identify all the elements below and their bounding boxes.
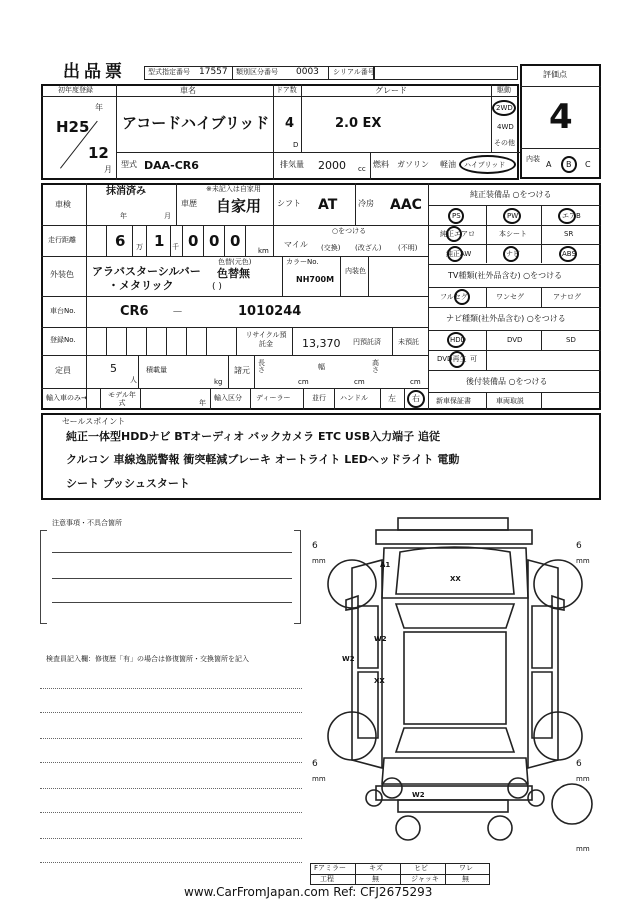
handle-left: 左 bbox=[388, 394, 396, 403]
width-label: 幅 bbox=[318, 363, 325, 371]
legend-value-1: 工程 bbox=[320, 875, 334, 883]
recycle-unpaid: 未預託 bbox=[398, 338, 419, 346]
first-reg-year: H25 bbox=[56, 118, 90, 136]
tire-rr-mm: mm bbox=[576, 775, 590, 783]
equip-ps: PS bbox=[452, 212, 461, 220]
mark-w2-left: W2 bbox=[374, 635, 387, 643]
mileage-digit-2: 1 bbox=[154, 232, 165, 250]
import-class-label: 輸入区分 bbox=[214, 394, 242, 402]
mileage-opt-unknown: (不明) bbox=[398, 244, 418, 252]
height-cm: cm bbox=[410, 378, 421, 386]
navi-dvd-ok: 可 bbox=[470, 355, 477, 363]
mark-a1: A1 bbox=[380, 561, 391, 569]
grade-value: 2.0 EX bbox=[335, 116, 382, 131]
drive-2wd: 2WD bbox=[496, 104, 513, 112]
equip-pw: PW bbox=[507, 212, 519, 220]
legend-value-3: ジャッキ bbox=[411, 875, 439, 883]
first-reg-month: 12 bbox=[88, 144, 109, 162]
tire-rr-depth: 6 bbox=[576, 759, 582, 769]
interior-b: B bbox=[566, 160, 572, 169]
equip-aero: 純正エアロ bbox=[440, 230, 475, 238]
model-value: DAA-CR6 bbox=[144, 159, 199, 172]
load-label: 積載量 bbox=[146, 366, 167, 374]
equip-sr: SR bbox=[564, 230, 574, 238]
mark-w2-roof-left: W2 bbox=[342, 655, 355, 663]
dealer-label: ディーラー bbox=[256, 394, 291, 402]
legend-header-3: ヒビ bbox=[414, 864, 428, 872]
history-label: 車歴 bbox=[181, 199, 197, 208]
length-label: 長さ bbox=[258, 359, 265, 374]
legend-header-2: キズ bbox=[369, 864, 383, 872]
spare-mm: mm bbox=[576, 845, 590, 853]
mark-xx-hood: XX bbox=[450, 575, 461, 583]
sales-points-line-1: 純正一体型HDDナビ BTオーディオ バックカメラ ETC USB入力端子 追従 bbox=[66, 430, 440, 443]
ac-value: AAC bbox=[390, 197, 422, 213]
color-value-2: ・メタリック bbox=[108, 279, 174, 292]
doors-sub: D bbox=[293, 141, 299, 149]
interior-b-circle bbox=[561, 156, 577, 173]
fuel-diesel: 軽油 bbox=[440, 160, 456, 169]
fuel-hybrid-circle bbox=[459, 155, 516, 174]
drive-other: その他 bbox=[494, 139, 515, 147]
genuine-title: 純正装備品 ○をつける bbox=[470, 190, 552, 199]
drive-4wd: 4WD bbox=[497, 123, 514, 131]
mileage-unit-man: 万 bbox=[136, 243, 143, 251]
mileage-opt-mile: マイル bbox=[284, 240, 308, 249]
drive-2wd-circle bbox=[492, 100, 516, 116]
model-year-unit: 年 bbox=[199, 399, 206, 407]
legend-header-4: ワレ bbox=[459, 864, 473, 872]
navi-hdd: HDD bbox=[450, 336, 467, 344]
mileage-opt-exchange: (交換) bbox=[321, 244, 341, 252]
fuel-gasoline: ガソリン bbox=[397, 160, 429, 169]
tv-fullseg: フルセグ bbox=[440, 293, 468, 301]
inspector-label: 検査員記入欄：修復歴「有」の場合は修復箇所・交換箇所を記入 bbox=[46, 655, 249, 663]
navi-sd: SD bbox=[566, 336, 576, 344]
class-code-label: 類別区分番号 bbox=[236, 68, 278, 76]
recycle-paid: 円預託済 bbox=[353, 338, 381, 346]
parallel-label: 並行 bbox=[312, 394, 326, 402]
model-year-label: モデル年式 bbox=[108, 391, 136, 407]
displacement-value: 2000 bbox=[318, 159, 346, 172]
aftermarket-title: 後付装備品 ○をつける bbox=[466, 377, 548, 386]
mileage-digit-5: 0 bbox=[230, 232, 241, 250]
interior-color-label: 内装色 bbox=[345, 267, 366, 275]
interior-a: A bbox=[546, 160, 552, 169]
legend-value-4: 無 bbox=[462, 875, 469, 883]
type-code-label: 型式指定番号 bbox=[148, 68, 190, 76]
equip-airbag: エアB bbox=[562, 212, 581, 220]
sales-points-label: セールスポイント bbox=[62, 417, 126, 426]
aftermarket-manual: 車両取説 bbox=[496, 397, 524, 405]
serial-label: シリアル番号 bbox=[333, 68, 375, 76]
color-value-1: アラバスターシルバー bbox=[92, 265, 201, 278]
month-mark: 月 bbox=[104, 165, 112, 174]
aftermarket-warranty: 新車保証書 bbox=[436, 397, 471, 405]
shift-label: シフト bbox=[277, 199, 301, 208]
tire-lf-mm: mm bbox=[312, 557, 326, 565]
class-code-value: 0003 bbox=[296, 67, 319, 77]
score-label: 評価点 bbox=[543, 70, 567, 79]
sales-points-line-3: シート プッシュスタート bbox=[66, 477, 190, 490]
legend-header-1: Fアミラー bbox=[314, 864, 347, 872]
equip-navi: ナビ bbox=[506, 250, 520, 258]
sales-points-line-2: クルコン 車線逸脱警報 衝突軽減ブレーキ オートライト LEDヘッドライト 電動 bbox=[66, 453, 460, 466]
equip-abs: ABS bbox=[562, 250, 576, 258]
legend-value-2: 無 bbox=[372, 875, 379, 883]
color-no-value: NH700M bbox=[296, 275, 335, 284]
score-value: 4 bbox=[549, 97, 573, 137]
mark-xx-roof: XX bbox=[374, 677, 385, 685]
tv-analog: アナログ bbox=[553, 293, 581, 301]
history-note: ※未記入は自家用 bbox=[206, 185, 261, 193]
fuel-label: 燃料 bbox=[373, 160, 389, 169]
mileage-unit-km: km bbox=[258, 247, 269, 255]
tire-lr-mm: mm bbox=[312, 775, 326, 783]
inspection-label: 車検 bbox=[55, 200, 71, 209]
reg-no-label: 登録No. bbox=[50, 336, 76, 344]
tv-oneseg: ワンセグ bbox=[496, 293, 524, 301]
handle-right-circle bbox=[407, 390, 425, 408]
form-title: 出品票 bbox=[63, 62, 126, 82]
attention-label: 注意事項・不具合箇所 bbox=[52, 519, 122, 527]
recycle-value: 13,370 bbox=[302, 337, 341, 350]
mileage-unit-sen: 千 bbox=[172, 243, 179, 251]
interior-c: C bbox=[585, 160, 591, 169]
doors-value: 4 bbox=[285, 116, 295, 131]
inspection-value: 抹消済み bbox=[106, 186, 146, 197]
inspection-month-mark: 月 bbox=[164, 212, 171, 220]
width-cm: cm bbox=[354, 378, 365, 386]
color-change-value: 色替無 bbox=[217, 267, 250, 280]
fuel-hybrid: ハイブリッド bbox=[464, 161, 506, 169]
height-label: 高さ bbox=[372, 359, 379, 374]
recycle-label: リサイクル預託金 bbox=[245, 331, 287, 348]
first-reg-label: 初年度登録 bbox=[58, 86, 93, 94]
mark-w2-rear: W2 bbox=[412, 791, 425, 799]
model-label: 型式 bbox=[121, 160, 137, 169]
history-value: 自家用 bbox=[216, 197, 262, 215]
shift-value: AT bbox=[318, 197, 338, 213]
load-unit: kg bbox=[214, 378, 223, 386]
navi-title: ナビ種類(社外品含む) ○をつける bbox=[446, 314, 566, 323]
displacement-label: 排気量 bbox=[280, 160, 304, 169]
doors-label: ドア数 bbox=[276, 86, 297, 94]
import-label: 輸入車のみ→ bbox=[46, 394, 87, 402]
tire-lr-depth: 6 bbox=[312, 759, 318, 769]
equip-leather: 本シート bbox=[499, 230, 527, 238]
tv-title: TV種類(社外品含む) ○をつける bbox=[448, 271, 563, 280]
car-name-label: 車名 bbox=[180, 86, 196, 95]
chassis-number: 1010244 bbox=[238, 304, 302, 319]
inspection-year-mark: 年 bbox=[120, 212, 127, 220]
mileage-opt-tamper: (改ざん) bbox=[355, 244, 382, 252]
type-code-value: 17557 bbox=[199, 67, 228, 77]
mileage-option-label: ○をつける bbox=[332, 227, 367, 235]
navi-dvd: DVD bbox=[507, 336, 523, 344]
displacement-unit: cc bbox=[358, 165, 366, 173]
color-no-label: カラーNo. bbox=[286, 258, 319, 266]
year-mark: 年 bbox=[95, 103, 103, 112]
grade-label: グレード bbox=[375, 86, 407, 95]
footer-watermark: www.CarFromJapan.com Ref: CFJ2675293 bbox=[184, 885, 433, 899]
chassis-dash: － bbox=[172, 305, 183, 318]
interior-label: 内装 bbox=[526, 155, 540, 163]
equip-aw: 純正AW bbox=[446, 250, 472, 258]
color-label: 外装色 bbox=[50, 270, 74, 279]
tire-rf-mm: mm bbox=[576, 557, 590, 565]
car-name: アコードハイブリッド bbox=[122, 114, 270, 132]
color-change-label: 色替(元色) bbox=[218, 258, 252, 266]
chassis-label: 車台No. bbox=[50, 307, 76, 315]
tire-lf-depth: 6 bbox=[312, 541, 318, 551]
color-paren: ( ) bbox=[212, 282, 222, 292]
drive-label: 駆動 bbox=[497, 86, 511, 94]
navi-dvd-play: DVD再生 bbox=[437, 355, 467, 363]
handle-right: 右 bbox=[412, 394, 420, 403]
capacity-unit: 人 bbox=[130, 376, 137, 384]
capacity-value: 5 bbox=[110, 362, 117, 375]
mileage-digit-4: 0 bbox=[209, 232, 220, 250]
handle-label: ハンドル bbox=[340, 394, 368, 402]
length-cm: cm bbox=[298, 378, 309, 386]
mileage-label: 走行距離 bbox=[48, 236, 76, 244]
chassis-prefix: CR6 bbox=[120, 304, 149, 319]
mileage-digit-3: 0 bbox=[188, 232, 199, 250]
size-label: 諸元 bbox=[234, 366, 250, 375]
car-damage-diagram bbox=[300, 508, 610, 868]
capacity-label: 定員 bbox=[55, 366, 71, 375]
ac-label: 冷房 bbox=[358, 199, 374, 208]
tire-rf-depth: 6 bbox=[576, 541, 582, 551]
mileage-digit-1: 6 bbox=[115, 232, 126, 250]
